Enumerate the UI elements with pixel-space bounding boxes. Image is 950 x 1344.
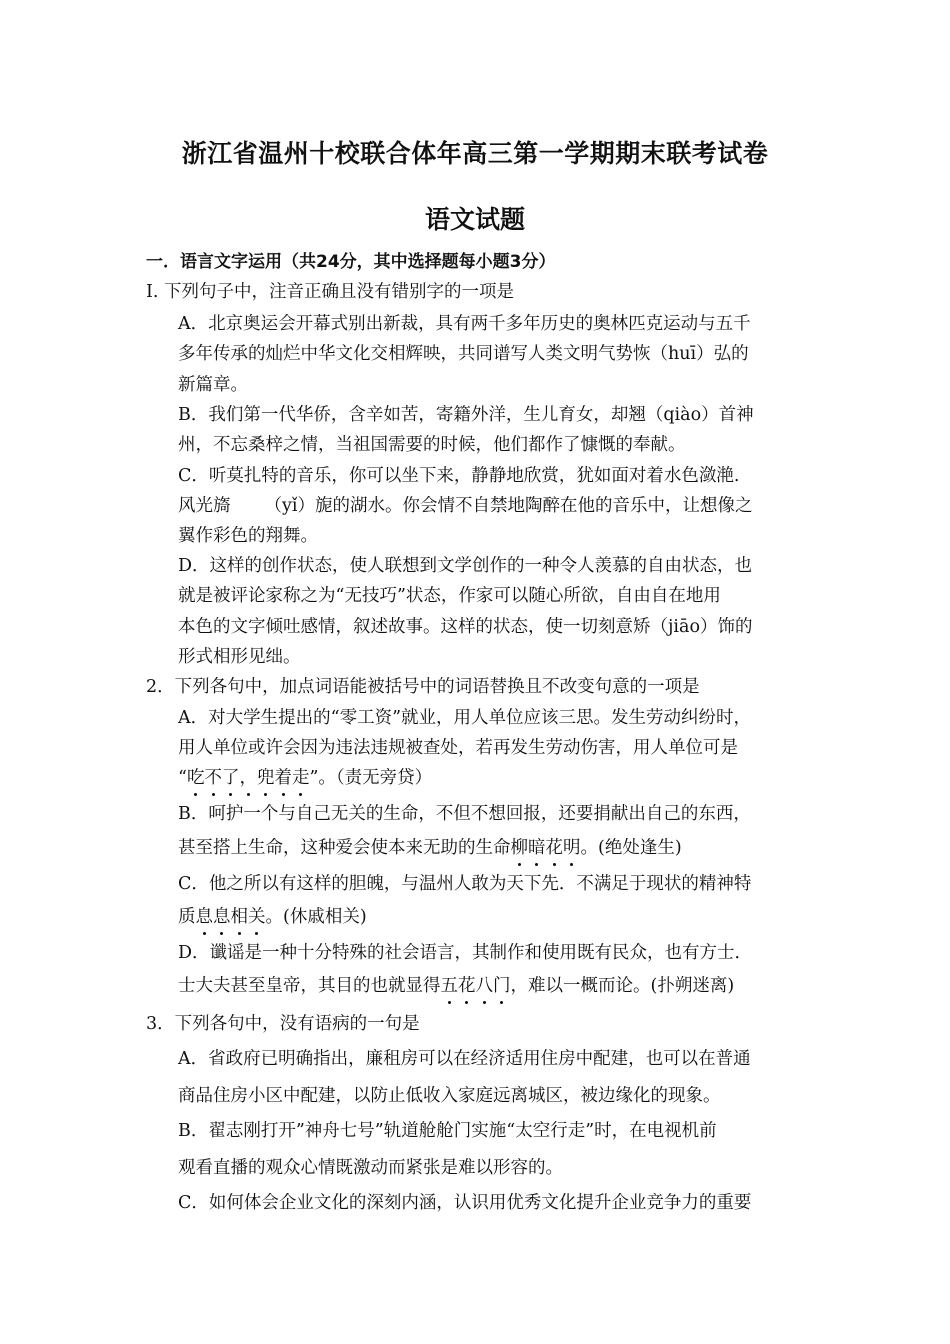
emphasis-char: ，	[239, 768, 257, 788]
q2-option-b-line-2	[178, 836, 682, 860]
emphasis-char: 八	[475, 976, 493, 996]
dotted-phrase	[511, 838, 581, 858]
q2-option-c-line-1: C．他之所以有这样的胆魄，与温州人敢为天下先．不满足于现状的精神特	[178, 874, 752, 894]
question-3-stem: 3．下列各句中，没有语病的一句是	[146, 1014, 420, 1034]
dotted-phrase	[187, 768, 310, 788]
emphasis-char: 关	[248, 907, 266, 927]
q1-option-a-line-2: 多年传承的灿烂中华文化交相辉映，共同谱写人类文明气势恢（huī）弘的	[178, 344, 749, 364]
question-2-stem: 2．下列各句中，加点词语能被括号中的词语替换且不改变句意的一项是	[146, 677, 700, 697]
q1-option-d-line-1: D．这样的创作状态，使人联想到文学创作的一种令人羡慕的自由状态，也	[178, 556, 753, 576]
q3-option-b-line-1: B．翟志刚打开”神舟七号”轨道舱舱门实施“太空行走”时，在电视机前	[178, 1121, 717, 1141]
q1-option-d-line-2: 就是被评论家称之为“无技巧”状态，作家可以随心所欲，自由自在地用	[178, 586, 721, 606]
emphasis-char: 了	[221, 768, 240, 788]
q1-option-c-fragment-2: （yǐ）旎的湖水。你会情不自禁地陶醉在他的音乐中，让想像之	[264, 496, 753, 516]
exam-subtitle: 语文试题	[424, 205, 525, 234]
emphasis-char: 着	[274, 768, 292, 788]
q2-option-d-line-1: D．谶谣是一种十分特殊的社会语言，其制作和使用既有民众，也有方士．	[178, 943, 753, 963]
q2-option-c-lead: 质	[178, 907, 196, 927]
q3-option-c-line-1: C．如何体会企业文化的深刻内涵，认识用优秀文化提升企业竞争力的重要	[178, 1193, 752, 1213]
emphasis-char: 花	[545, 838, 563, 858]
q2-option-a-line-1: A．对大学生提出的“零工资”就业，用人单位应该三思。发生劳动纠纷时，	[178, 708, 752, 728]
dotted-phrase	[441, 976, 511, 996]
q1-option-b-line-1: B．我们第一代华侨，含辛如苦，寄籍外洋，生儿育女，却翘（qiào）首神	[178, 405, 754, 425]
question-1-stem: I. 下列句子中，注音正确且没有错别字的一项是	[146, 282, 515, 302]
section-heading: 一．语言文字运用（共24分，其中选择题每小题3分）	[146, 252, 556, 272]
emphasis-char: 五	[440, 976, 458, 996]
q2-option-c-tail: 。(休戚相关)	[265, 907, 367, 927]
emphasis-char: 走	[291, 768, 310, 788]
q1-option-b-line-2: 州，不忘桑梓之情，当祖国需要的时候，他们都作了慷慨的奉献。	[178, 435, 686, 455]
q2-option-d-tail: ，难以一概而论。(扑朔迷离)	[510, 976, 735, 996]
emphasis-char: 暗	[528, 838, 546, 858]
emphasis-char: 兜	[256, 768, 275, 788]
emphasis-char: 花	[458, 976, 476, 996]
emphasis-char: 息	[195, 907, 213, 927]
q2-option-c-line-2	[178, 905, 367, 929]
emphasis-char: 相	[230, 907, 248, 927]
emphasis-char: 息	[213, 907, 231, 927]
emphasis-char: 明	[563, 838, 581, 858]
dotted-phrase	[196, 907, 266, 927]
q1-option-c-line-2	[178, 494, 752, 518]
q2-option-a-line-2: 用人单位或许会因为违法违规被查处，若再发生劳动伤害，用人单位可是	[178, 738, 738, 758]
q2-option-d-lead: 士大夫甚至皇帝，其目的也就显得	[178, 976, 441, 996]
q1-option-c-line-1: C．听莫扎特的音乐，你可以坐下来，静静地欣赏，犹如面对着水色潋滟.	[178, 466, 740, 486]
q2-option-b-tail: 。(绝处逢生)	[580, 838, 682, 858]
q1-option-d-line-3: 本色的文字倾吐感情，叙述故事。这样的状态，使一切刻意矫（jiāo）饰的	[178, 617, 753, 637]
exam-title: 浙江省温州十校联合体年高三第一学期期末联考试卷	[181, 139, 769, 168]
emphasis-char: 门	[493, 976, 511, 996]
q2-option-b-lead: 甚至搭上生命，这种爱会使本来无助的生命	[178, 838, 511, 858]
q1-option-d-line-4: 形式相形见绌。	[178, 647, 301, 667]
q1-option-a-line-1: A．北京奥运会开幕式别出新裁，具有两千多年历史的奥林匹克运动与五千	[178, 314, 751, 334]
q3-option-a-line-2: 商品住房小区中配建，以防止低收入家庭远离城区，被边缘化的现象。	[178, 1086, 721, 1106]
q1-option-c-line-3: 翼作彩色的翔舞。	[178, 526, 318, 546]
q2-option-a-tail: ”。（责无旁贷）	[309, 768, 433, 788]
emphasis-char: 不	[204, 768, 222, 788]
emphasis-char: 吃	[186, 768, 205, 788]
q1-option-c-fragment-1: 风光旖	[178, 496, 231, 516]
q1-option-a-line-3: 新篇章。	[178, 375, 248, 395]
q2-option-d-line-2	[178, 974, 734, 998]
q3-option-a-line-1: A．省政府已明确指出，廉租房可以在经济适用住房中配建，也可以在普通	[178, 1049, 751, 1069]
emphasis-char: 柳	[510, 838, 528, 858]
q2-option-b-line-1: B．呵护一个与自己无关的生命，不但不想回报，还要捐献出自己的东西，	[178, 804, 751, 824]
q2-option-a-quote-open: “	[178, 768, 187, 788]
q3-option-b-line-2: 观看直播的观众心情既激动而紧张是难以形容的。	[178, 1158, 563, 1178]
q2-option-a-line-3	[178, 766, 432, 790]
